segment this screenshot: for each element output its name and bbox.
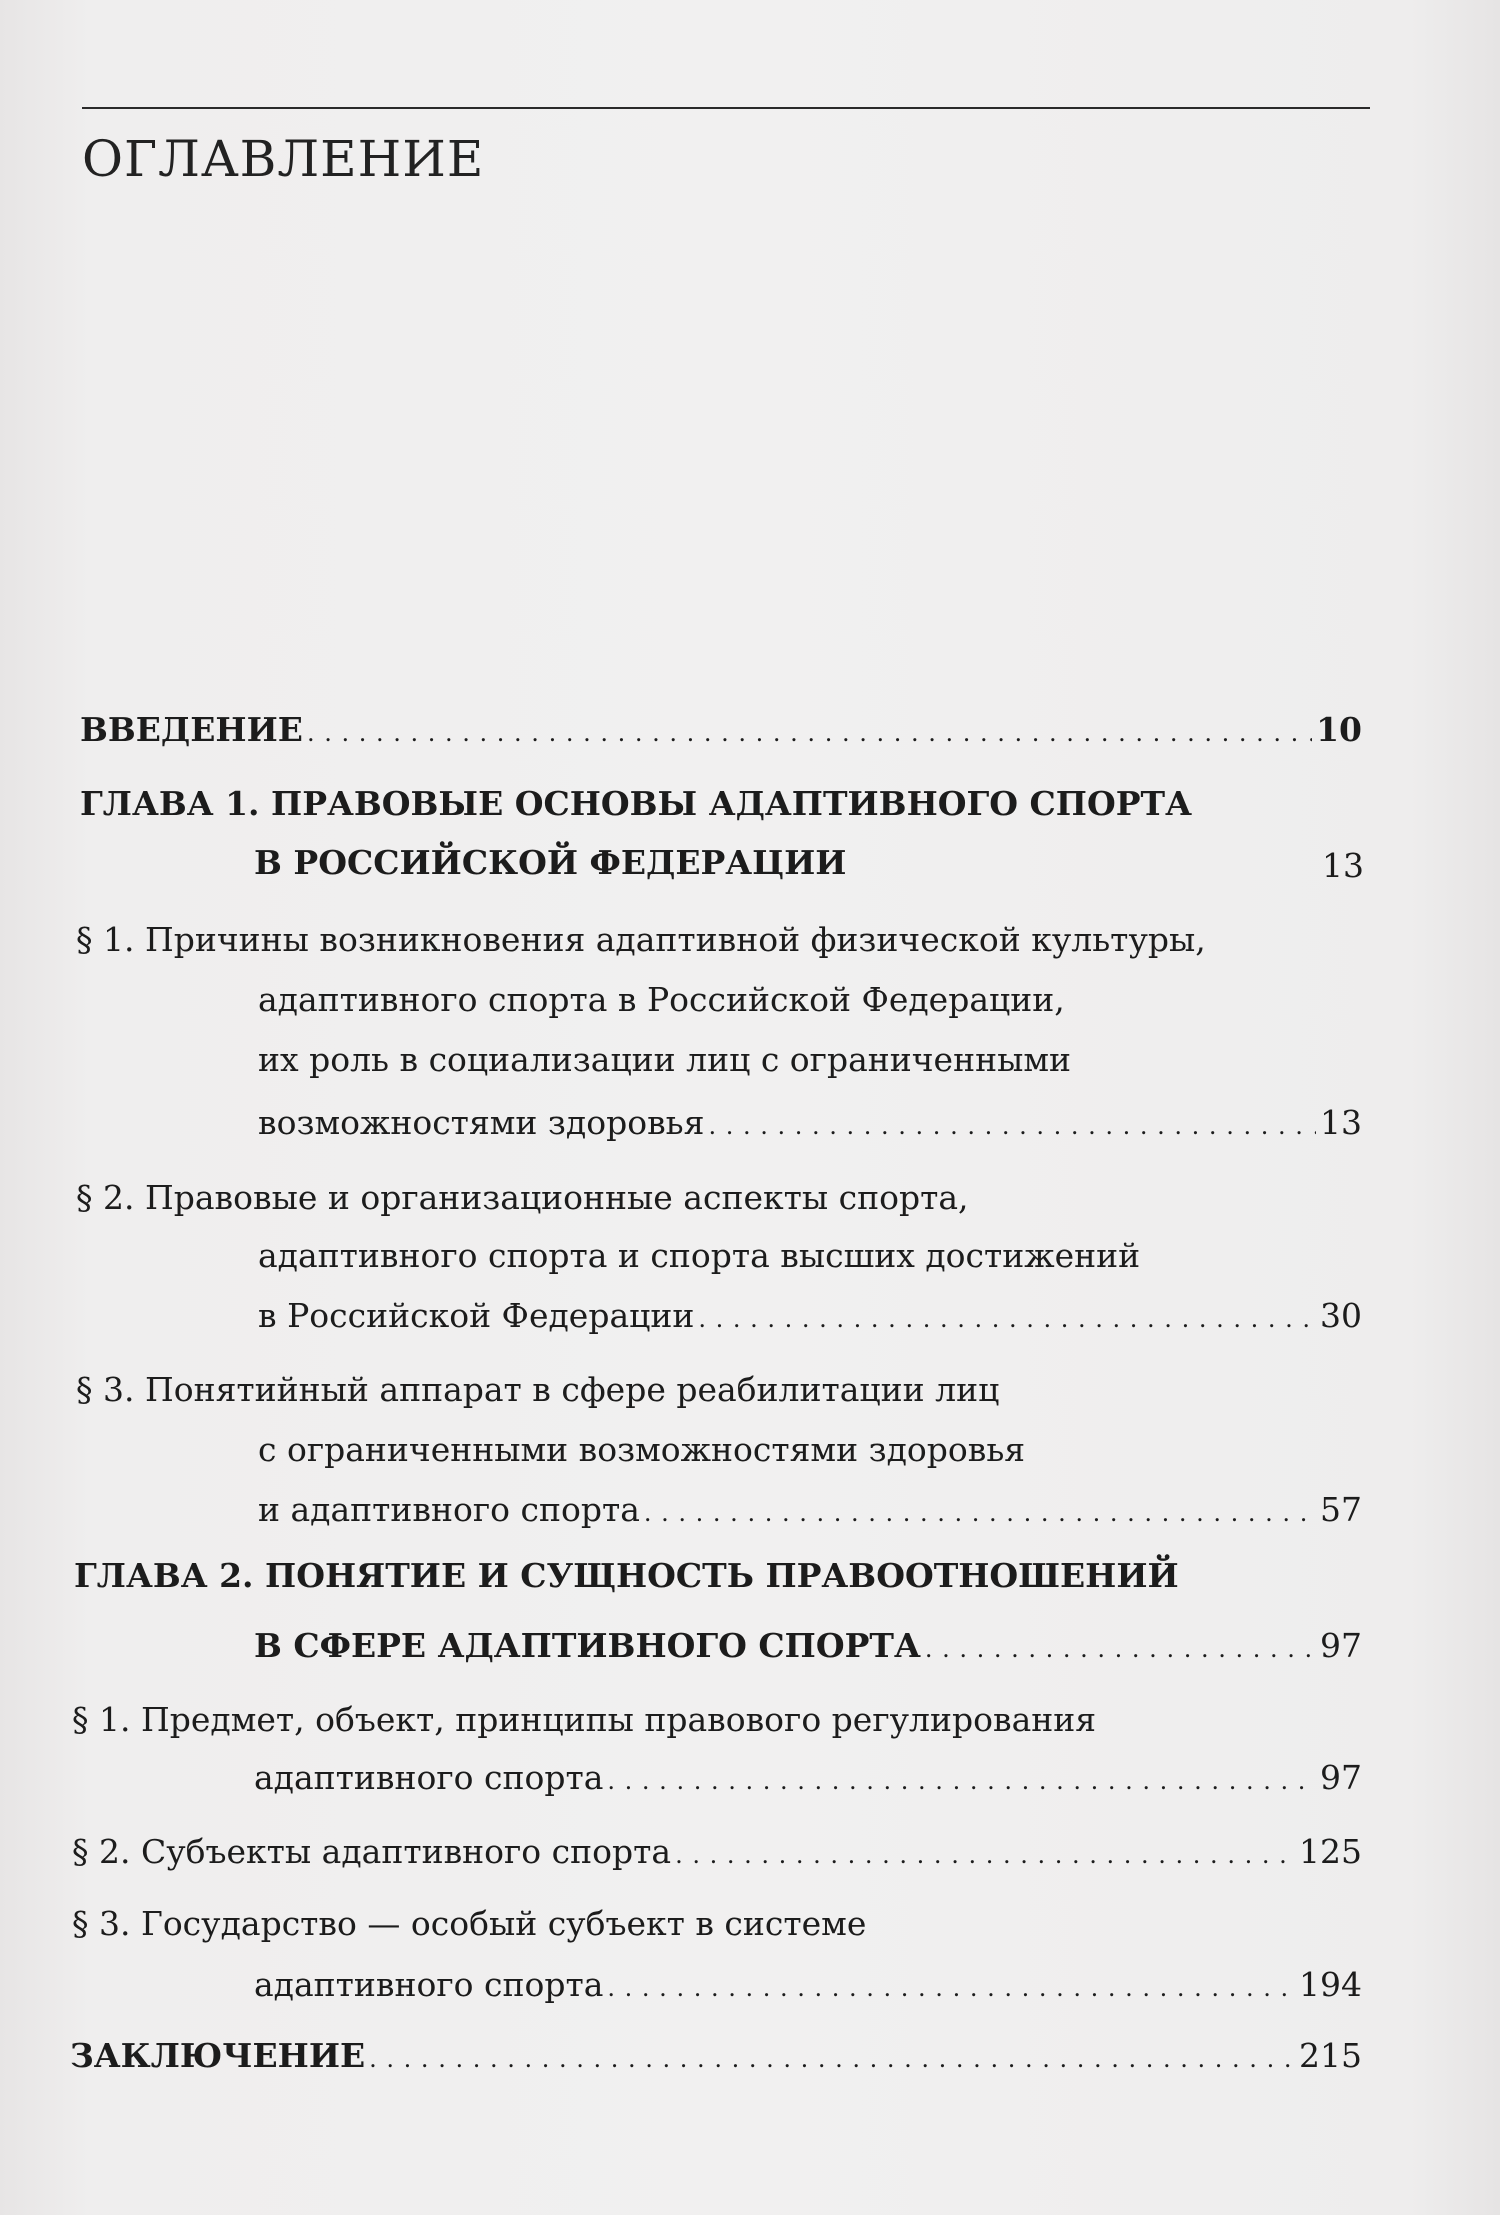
toc-page-number: 125 [1299, 1832, 1362, 1871]
toc-section-2-1-line-1[interactable]: § 1. Предмет, объект, принципы правового регулирования [72, 1700, 1097, 1739]
toc-section-1-1-line-1[interactable]: § 1. Причины возникновения адаптивной физической культуры, [76, 920, 1206, 959]
toc-section-1-2-line-3[interactable] [258, 1296, 1362, 1339]
toc-page-number: 13 [1322, 846, 1364, 885]
toc-page-number: 10 [1316, 710, 1362, 749]
toc-page-number: 215 [1299, 2036, 1362, 2075]
toc-page-number: 30 [1320, 1296, 1362, 1335]
leader-dots [925, 1626, 1316, 1669]
toc-section-1-1-line-2[interactable]: адаптивного спорта в Российской Федерации, [258, 980, 1065, 1019]
toc-page-number: 97 [1320, 1626, 1362, 1665]
toc-section-1-3-line-1[interactable]: § 3. Понятийный аппарат в сфере реабилитации лиц [76, 1370, 1000, 1409]
toc-entry-label: В СФЕРЕ АДАПТИВНОГО СПОРТА [254, 1626, 921, 1665]
toc-section-2-3-line-1[interactable]: § 3. Государство — особый субъект в системе [72, 1904, 867, 1943]
toc-section-2-3-line-2[interactable] [254, 1965, 1362, 2008]
leader-dots [644, 1490, 1316, 1533]
toc-section-2-2[interactable] [72, 1832, 1362, 1875]
leader-dots [675, 1832, 1295, 1875]
toc-entry-label: ЗАКЛЮЧЕНИЕ [70, 2036, 366, 2075]
toc-chapter-2-line-2[interactable] [254, 1626, 1362, 1669]
toc-section-1-2-line-1[interactable]: § 2. Правовые и организационные аспекты спорта, [76, 1178, 969, 1217]
toc-section-1-3-line-3[interactable] [258, 1490, 1362, 1533]
toc-page-number: 194 [1299, 1965, 1362, 2004]
leader-dots [369, 2036, 1295, 2079]
toc-section-1-1-line-4[interactable] [258, 1103, 1362, 1146]
toc-entry-label: адаптивного спорта [254, 1758, 604, 1797]
toc-page-number: 97 [1320, 1758, 1362, 1797]
page-title: ОГЛАВЛЕНИЕ [82, 130, 485, 188]
toc-section-2-1-line-2[interactable] [254, 1758, 1362, 1801]
toc-page-number: 57 [1320, 1490, 1362, 1529]
toc-entry-label: в Российской Федерации [258, 1296, 695, 1335]
toc-section-1-1-line-3[interactable]: их роль в социализации лиц с ограниченными [258, 1040, 1071, 1079]
toc-entry-label: возможностями здоровья [258, 1103, 705, 1142]
toc-entry-label: и адаптивного спорта [258, 1490, 640, 1529]
toc-entry-conclusion[interactable] [70, 2036, 1362, 2079]
toc-section-1-3-line-2[interactable]: с ограниченными возможностями здоровья [258, 1430, 1026, 1469]
header-rule [82, 107, 1370, 109]
leader-dots [698, 1296, 1316, 1339]
toc-chapter-1-line-1[interactable]: ГЛАВА 1. ПРАВОВЫЕ ОСНОВЫ АДАПТИВНОГО СПОРТА [80, 784, 1192, 823]
leader-dots [607, 1965, 1295, 2008]
toc-entry-intro[interactable] [80, 710, 1362, 753]
toc-section-1-2-line-2[interactable]: адаптивного спорта и спорта высших достижений [258, 1236, 1141, 1275]
toc-entry-label: адаптивного спорта [254, 1965, 604, 2004]
leader-dots [708, 1103, 1316, 1146]
toc-entry-label: ВВЕДЕНИЕ [80, 710, 303, 749]
toc-chapter-1-line-2[interactable]: В РОССИЙСКОЙ ФЕДЕРАЦИИ [254, 843, 847, 882]
toc-page-number: 13 [1320, 1103, 1362, 1142]
toc-chapter-2-line-1[interactable]: ГЛАВА 2. ПОНЯТИЕ И СУЩНОСТЬ ПРАВООТНОШЕНИЙ [74, 1556, 1179, 1595]
leader-dots [607, 1758, 1316, 1801]
leader-dots [307, 710, 1312, 753]
toc-entry-label: § 2. Субъекты адаптивного спорта [72, 1832, 672, 1871]
